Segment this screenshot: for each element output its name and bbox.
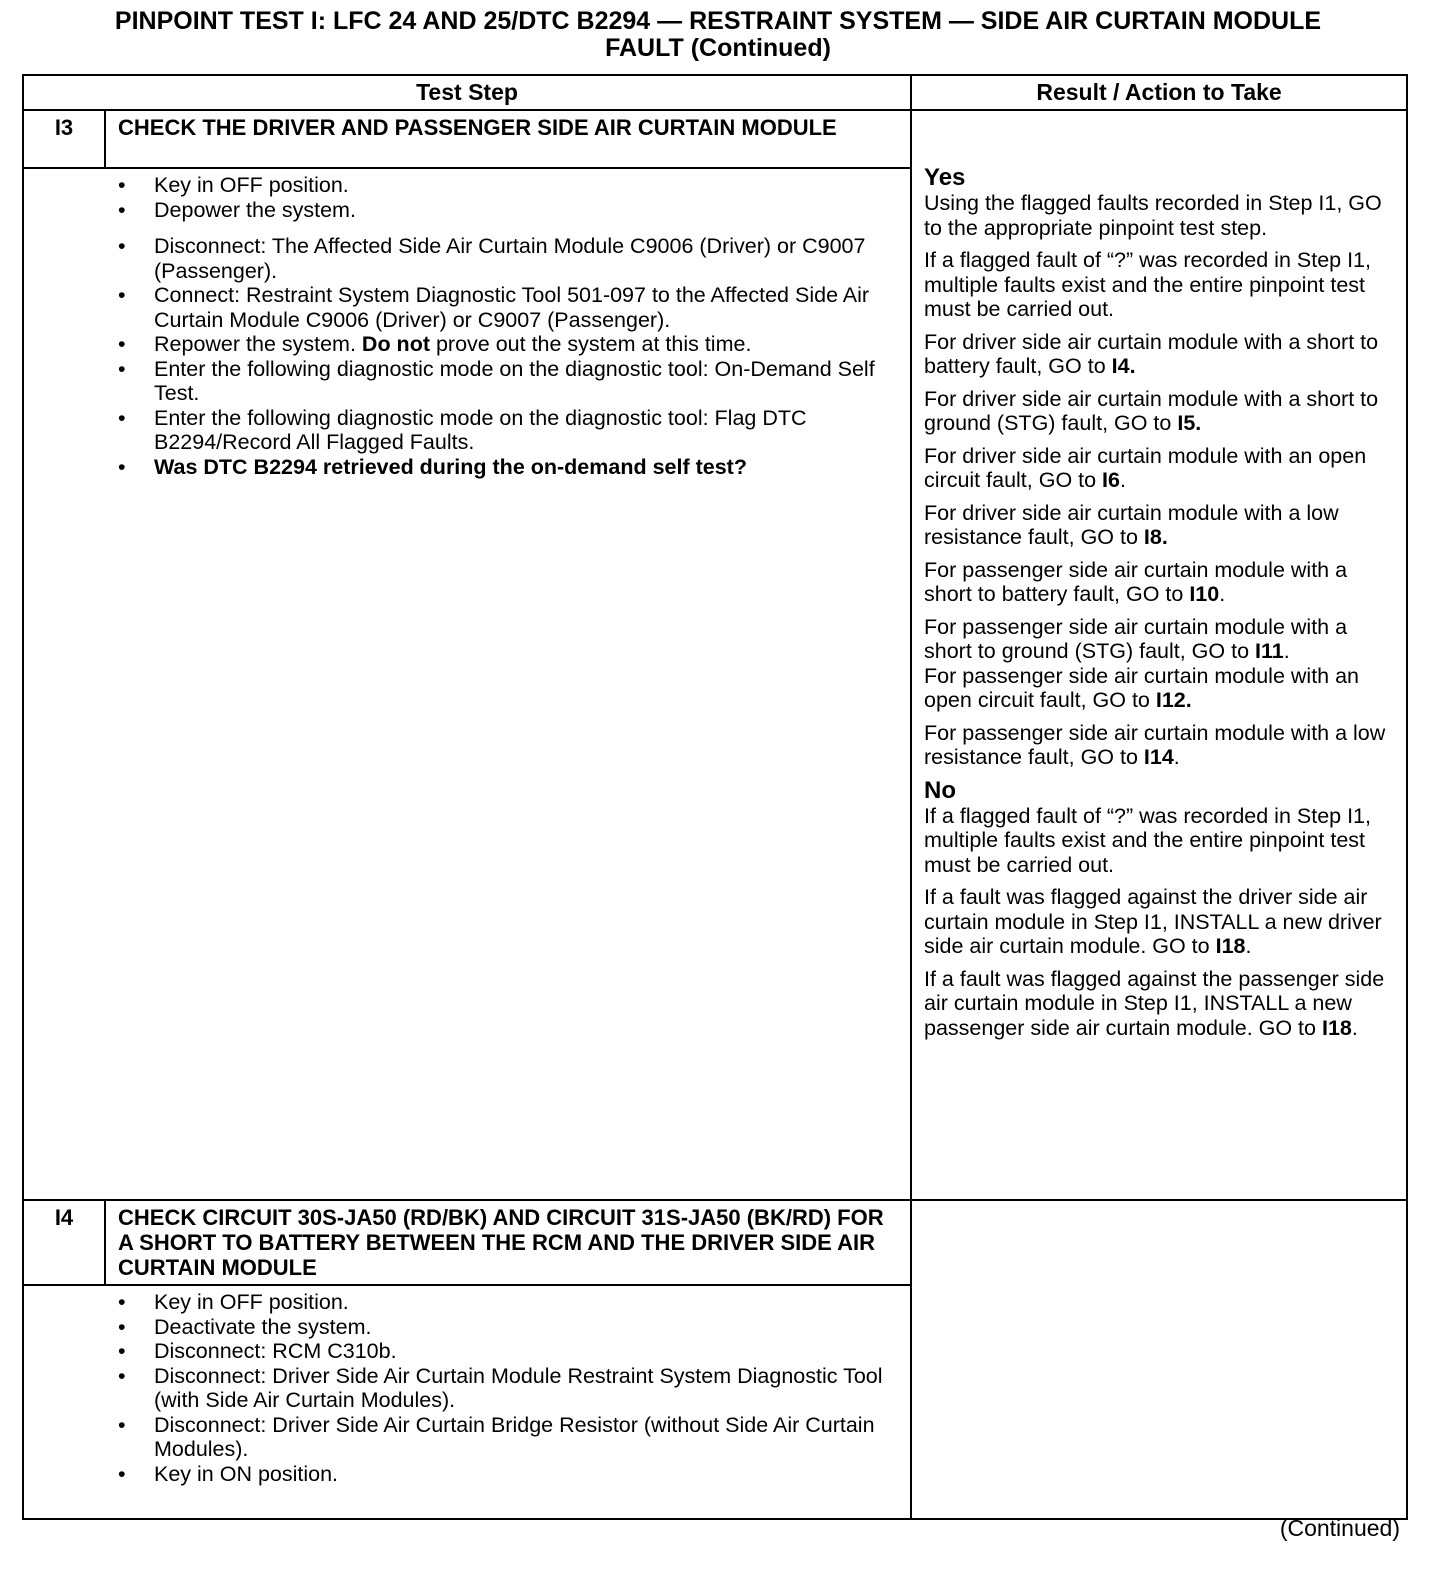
header-test-step: Test Step [23, 75, 911, 110]
pinpoint-test-table [22, 74, 1408, 1520]
step-id: I3 [23, 110, 105, 168]
page-title [0, 8, 1436, 62]
title-line-2: FAULT (Continued) [605, 34, 831, 62]
result-text: For passenger side air curtain module with a short to battery fault, GO to I10. [924, 557, 1348, 606]
goto-link: I4. [1111, 354, 1136, 378]
goto-link: I8. [1143, 525, 1168, 549]
list-item: • Enter the following diagnostic mode on the diagnostic tool: Flag DTC B2294/Record All Flagged Faults. [52, 406, 900, 455]
step-body [23, 1285, 911, 1519]
table-row [23, 1200, 1407, 1285]
goto-link: I10 [1189, 582, 1220, 606]
list-item: • Disconnect: The Affected Side Air Curtain Module C9006 (Driver) or C9007 (Passenger). [52, 234, 900, 283]
goto-link: I18 [1321, 1015, 1352, 1040]
result-cell [911, 110, 1407, 1200]
result-text: If a fault was flagged against the passenger side air curtain module in Step I1, INSTALL a new passenger side air curtain module. GO to I18. [924, 966, 1385, 1040]
step-title: CHECK CIRCUIT 30S-JA50 (RD/BK) AND CIRCUIT 31S-JA50 (BK/RD) FOR A SHORT TO BATTERY BETWEEN THE RCM AND THE DRIVER SIDE AIR CURTAIN MODULE [105, 1200, 911, 1285]
result-text: For driver side air curtain module with a short to battery fault, GO to I4. [924, 329, 1379, 378]
list-item: • Deactivate the system. [52, 1315, 900, 1340]
list-item: • Depower the system. [52, 198, 900, 223]
list-item: • Enter the following diagnostic mode on the diagnostic tool: On-Demand Self Test. [52, 357, 900, 406]
step-body [23, 168, 911, 1200]
goto-link: I12. [1155, 688, 1192, 712]
goto-link: I6 [1102, 468, 1120, 492]
goto-link: I14 [1143, 745, 1174, 769]
step-title: CHECK THE DRIVER AND PASSENGER SIDE AIR CURTAIN MODULE [105, 110, 911, 168]
goto-link: I18 [1215, 934, 1246, 958]
list-item: • Disconnect: RCM C310b. [52, 1339, 900, 1364]
list-item: • Was DTC B2294 retrieved during the on-demand self test? [52, 455, 900, 480]
result-text: If a flagged fault of “?” was recorded in Step I1, multiple faults exist and the entire pinpoint test must be carried out. [924, 803, 1371, 877]
step-id: I4 [23, 1200, 105, 1285]
step-bullet-list [52, 1290, 900, 1486]
list-item: • Key in ON position. [52, 1462, 900, 1487]
result-text: For passenger side air curtain module with an open circuit fault, GO to I12. [924, 663, 1360, 712]
result-text: For driver side air curtain module with a low resistance fault, GO to I8. [924, 500, 1339, 549]
step-bullet-list [52, 173, 900, 479]
goto-link: I5. [1177, 411, 1202, 435]
table-row [23, 110, 1407, 168]
list-item: • Connect: Restraint System Diagnostic Tool 501-097 to the Affected Side Air Curtain Module C9006 (Driver) or C9007 (Passenger). [52, 283, 900, 332]
result-text: If a fault was flagged against the driver side air curtain module in Step I1, INSTALL a new driver side air curtain module. GO to I18. [924, 885, 1382, 958]
no-label: No [924, 776, 957, 804]
result-text: Using the flagged faults recorded in Step I1, GO to the appropriate pinpoint test step. [924, 191, 1382, 240]
list-item: • Key in OFF position. [52, 1290, 900, 1315]
table-header-row [23, 75, 1407, 110]
continued-footer: (Continued) [1279, 1515, 1400, 1541]
result-text: For driver side air curtain module with an open circuit fault, GO to I6. [924, 443, 1367, 492]
result-cell [911, 1200, 1407, 1519]
goto-link: I11 [1255, 639, 1284, 663]
list-item: • Key in OFF position. [52, 173, 900, 198]
list-item: • Repower the system. Do not prove out the system at this time. [52, 332, 900, 357]
header-result: Result / Action to Take [911, 75, 1407, 110]
result-text: If a flagged fault of “?” was recorded in Step I1, multiple faults exist and the entire pinpoint test must be carried out. [924, 248, 1371, 321]
yes-label: Yes [924, 164, 966, 191]
list-item: • Disconnect: Driver Side Air Curtain Bridge Resistor (without Side Air Curtain Modules). [52, 1413, 900, 1462]
result-text: For passenger side air curtain module with a short to ground (STG) fault, GO to I11. [924, 614, 1348, 663]
result-text: For driver side air curtain module with a short to ground (STG) fault, GO to I5. [924, 386, 1379, 435]
title-line-1: PINPOINT TEST I: LFC 24 AND 25/DTC B2294 — RESTRAINT SYSTEM — SIDE AIR CURTAIN MODULE [114, 7, 1322, 35]
list-item: • Disconnect: Driver Side Air Curtain Module Restraint System Diagnostic Tool (with Side Air Curtain Modules). [52, 1364, 900, 1413]
result-text: For passenger side air curtain module with a low resistance fault, GO to I14. [924, 720, 1386, 769]
